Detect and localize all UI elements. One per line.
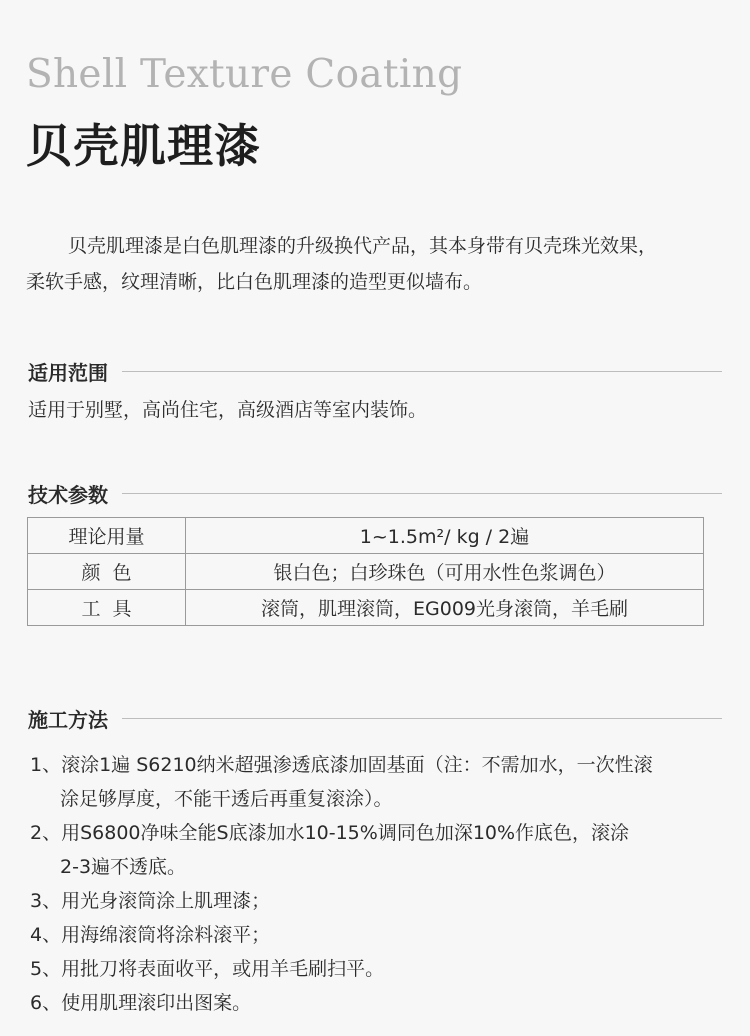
section-title-method: 施工方法 <box>28 707 108 732</box>
application-text: 适用于别墅，高尚住宅，高级酒店等室内装饰。 <box>28 399 428 421</box>
spec-value: 1~1.5m²/ kg / 2遍 <box>186 518 704 554</box>
section-title-specs: 技术参数 <box>28 482 108 507</box>
table-row <box>28 554 704 590</box>
section-divider <box>122 493 722 494</box>
list-item <box>30 816 730 884</box>
spec-value: 银白色；白珍珠色（可用水性色浆调色） <box>186 554 704 590</box>
list-item <box>30 748 730 816</box>
section-divider <box>122 371 722 372</box>
spec-value: 滚筒，肌理滚筒，EG009光身滚筒，羊毛刷 <box>186 590 704 626</box>
spec-key: 颜 色 <box>28 554 186 590</box>
list-item <box>30 952 730 986</box>
step-1-line-1: 1、滚涂1遍 S6210纳米超强渗透底漆加固基面（注：不需加水，一次性滚 <box>30 754 653 776</box>
page-title: 贝壳肌理漆 <box>26 119 261 173</box>
section-header-application <box>28 356 722 386</box>
list-item <box>30 918 730 952</box>
step-5: 5、用批刀将表面收平，或用羊毛刷扫平。 <box>30 958 385 980</box>
table-row <box>28 590 704 626</box>
intro-line-1: 贝壳肌理漆是白色肌理漆的升级换代产品，其本身带有贝壳珠光效果， <box>68 235 658 257</box>
method-steps <box>30 748 730 1020</box>
table-row <box>28 518 704 554</box>
section-title-application: 适用范围 <box>28 360 108 385</box>
step-6: 6、使用肌理滚印出图案。 <box>30 992 252 1014</box>
step-3: 3、用光身滚筒涂上肌理漆； <box>30 890 271 912</box>
spec-table <box>27 517 704 626</box>
section-header-specs <box>28 478 722 508</box>
list-item <box>30 986 730 1020</box>
spec-key: 理论用量 <box>28 518 186 554</box>
intro-line-2: 柔软手感，纹理清晰，比白色肌理漆的造型更似墙布。 <box>26 271 483 293</box>
step-1-line-2: 涂足够厚度，不能干透后再重复滚涂）。 <box>60 788 393 810</box>
step-2-line-2: 2-3遍不透底。 <box>60 856 187 878</box>
spec-key: 工 具 <box>28 590 186 626</box>
section-header-method <box>28 703 722 733</box>
section-divider <box>122 718 722 719</box>
english-title: Shell Texture Coating <box>26 52 463 97</box>
list-item <box>30 884 730 918</box>
step-2-line-1: 2、用S6800净味全能S底漆加水10-15%调同色加深10%作底色，滚涂 <box>30 822 630 844</box>
intro-paragraph <box>26 228 726 300</box>
step-4: 4、用海绵滚筒将涂料滚平； <box>30 924 271 946</box>
